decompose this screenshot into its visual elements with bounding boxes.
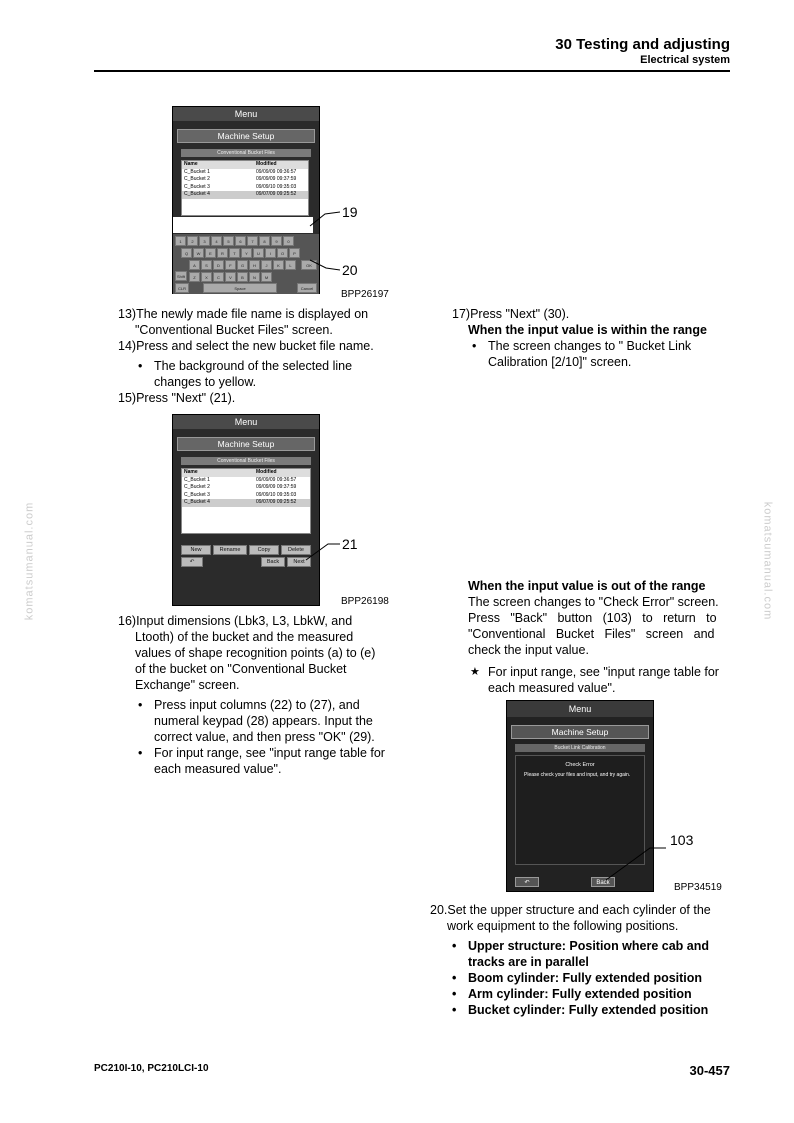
key-g[interactable]: G <box>237 260 248 270</box>
figure-1-id: BPP26197 <box>341 289 389 300</box>
cancel-key[interactable]: Cancel <box>297 283 317 293</box>
key-e[interactable]: E <box>205 248 216 258</box>
b1-l2: tracks are in parallel <box>468 955 589 969</box>
star-l1: ★ For input range, see "input range table for <box>488 665 719 679</box>
step-16-l5: Exchange" screen. <box>135 678 240 692</box>
table-row[interactable] <box>182 176 308 184</box>
key-m[interactable]: M <box>261 272 272 282</box>
machine-setup-bar: Machine Setup <box>177 129 315 143</box>
calibration-title: Bucket Link Calibration <box>515 744 645 752</box>
key-h[interactable]: H <box>249 260 260 270</box>
section-subtitle: Electrical system <box>640 54 730 66</box>
key-p[interactable]: P <box>289 248 300 258</box>
files-title: Conventional Bucket Files <box>181 457 311 465</box>
key-t[interactable]: T <box>229 248 240 258</box>
clear-key[interactable]: CLR <box>175 283 189 293</box>
next-button[interactable]: Next <box>287 557 311 567</box>
shift-key[interactable]: Shift <box>175 271 187 281</box>
row-name: C_Bucket 1 <box>184 476 210 483</box>
key-d[interactable]: D <box>213 260 224 270</box>
space-key[interactable]: Space <box>203 283 277 293</box>
row-name: C_Bucket 2 <box>184 176 210 182</box>
step-16-l1: 16)Input dimensions (Lbk3, L3, LbkW, and <box>118 614 353 628</box>
step-20 <box>430 902 732 1018</box>
step-13 <box>118 306 408 406</box>
callout-103: 103 <box>670 832 694 848</box>
b1-l1: • Upper structure: Position where cab and <box>468 939 710 953</box>
key-j[interactable]: J <box>261 260 272 270</box>
key-w[interactable]: W <box>193 248 204 258</box>
table-row[interactable] <box>182 477 310 485</box>
col-modified: Modified <box>256 469 277 475</box>
step-20-bullet-4: • Bucket cylinder: Fully extended position <box>448 1002 732 1018</box>
key-0[interactable]: 0 <box>283 236 294 246</box>
machine-setup-bar: Machine Setup <box>177 437 315 451</box>
delete-button[interactable]: Delete <box>281 545 311 555</box>
file-table <box>181 468 311 534</box>
key-v[interactable]: V <box>225 272 236 282</box>
copy-button[interactable]: Copy <box>249 545 279 555</box>
step-17 <box>452 306 732 370</box>
step-16-b1-l2: numeral keypad (28) appears. Input the <box>154 714 373 728</box>
step-20-bullet-2: • Boom cylinder: Fully extended position <box>448 970 732 986</box>
new-button[interactable]: New <box>181 545 211 555</box>
col-name: Name <box>184 469 198 475</box>
step-15: 15)Press "Next" (21). <box>118 391 236 405</box>
menu-title: Menu <box>507 701 653 717</box>
watermark-right: komatsumanual.com <box>761 501 774 621</box>
col-modified: Modified <box>256 161 277 167</box>
step-16-l4: of the bucket on "Conventional Bucket <box>135 662 347 676</box>
step-16-b2-l2: each measured value". <box>154 762 282 776</box>
key-7[interactable]: 7 <box>247 236 258 246</box>
ok-key[interactable]: OK <box>301 260 317 270</box>
menu-title: Menu <box>173 107 319 121</box>
step-16-b1-l3: correct value, and then press "OK" (29). <box>154 730 375 744</box>
out-l1: The screen changes to "Check Error" screen. <box>468 595 719 609</box>
key-c[interactable]: C <box>213 272 224 282</box>
callout-21: 21 <box>342 536 358 552</box>
figure-2-screen <box>172 414 320 606</box>
row-name: C_Bucket 3 <box>184 491 210 498</box>
menu-title: Menu <box>173 415 319 429</box>
file-table <box>181 160 309 216</box>
key-k[interactable]: K <box>273 260 284 270</box>
table-row-selected[interactable] <box>182 499 310 507</box>
key-n[interactable]: N <box>249 272 260 282</box>
step-14-bullet <box>134 358 408 390</box>
row-name: C_Bucket 4 <box>184 191 210 197</box>
row-name: C_Bucket 3 <box>184 183 210 190</box>
figure-1-screen <box>172 106 320 294</box>
step-16-bullet-1 <box>134 697 408 745</box>
key-2[interactable]: 2 <box>187 236 198 246</box>
row-name: C_Bucket 4 <box>184 499 210 505</box>
step-14-b1b: changes to yellow. <box>154 375 257 389</box>
out-l2: Press "Back" button (103) to return to <box>468 611 717 625</box>
callout-19: 19 <box>342 204 358 220</box>
table-row-selected[interactable] <box>182 191 308 199</box>
key-l[interactable]: L <box>285 260 296 270</box>
key-y[interactable]: Y <box>241 248 252 258</box>
row-modified: 09/09/09 09:36:57 <box>256 168 297 175</box>
out-l3: "Conventional Bucket Files" screen and <box>468 627 715 641</box>
star-l2: each measured value". <box>488 681 616 695</box>
rename-button[interactable]: Rename <box>213 545 247 555</box>
callout-20: 20 <box>342 262 358 278</box>
step-16-b1-l1: • Press input columns (22) to (27), and <box>154 698 360 712</box>
figure-3-leader <box>600 830 680 890</box>
table-row[interactable] <box>182 492 310 500</box>
watermark-left: komatsumanual.com <box>23 501 36 621</box>
within-range-title: When the input value is within the range <box>468 323 707 337</box>
machine-setup-bar: Machine Setup <box>511 725 649 739</box>
table-row[interactable] <box>182 184 308 192</box>
out-l4: check the input value. <box>468 643 589 657</box>
key-z[interactable]: Z <box>189 272 200 282</box>
col-name: Name <box>184 161 198 167</box>
row-modified: 09/09/10 09:35:03 <box>256 183 297 190</box>
key-1[interactable]: 1 <box>175 236 186 246</box>
star-note <box>468 664 732 696</box>
step-16-bullet-2 <box>134 745 408 777</box>
row-name: C_Bucket 1 <box>184 168 210 175</box>
row-modified: 09/07/09 09:25:52 <box>256 499 297 505</box>
back-button[interactable]: Back <box>261 557 285 567</box>
back-button[interactable]: Back <box>591 877 615 887</box>
key-8[interactable]: 8 <box>259 236 270 246</box>
key-b[interactable]: B <box>237 272 248 282</box>
return-button[interactable] <box>181 557 203 567</box>
table-header <box>182 469 310 477</box>
error-title: Check Error <box>565 762 595 768</box>
row-name: C_Bucket 2 <box>184 484 210 490</box>
step-20-bullet-1 <box>448 938 732 970</box>
within-range-bullet <box>468 338 732 370</box>
step-16-b2-l1: • For input range, see "input range table for <box>154 746 385 760</box>
section-title: 30 Testing and adjusting <box>555 36 730 53</box>
key-9[interactable]: 9 <box>271 236 282 246</box>
row-modified: 09/07/09 09:25:52 <box>256 191 297 197</box>
page-number: 30-457 <box>689 1063 730 1078</box>
step-16-l3: values of shape recognition points (a) to (e) <box>135 646 376 660</box>
key-o[interactable]: O <box>277 248 288 258</box>
table-row[interactable] <box>182 484 310 492</box>
key-x[interactable]: X <box>201 272 212 282</box>
key-r[interactable]: R <box>217 248 228 258</box>
files-title: Conventional Bucket Files <box>181 149 311 157</box>
key-a[interactable]: A <box>189 260 200 270</box>
return-icon: ↶ <box>524 880 530 886</box>
step-14-b1: • The background of the selected line <box>154 359 353 373</box>
key-u[interactable]: U <box>253 248 264 258</box>
header-rule <box>94 70 730 72</box>
key-4[interactable]: 4 <box>211 236 222 246</box>
row-modified: 09/09/09 09:36:57 <box>256 476 297 483</box>
step-17-l1: 17)Press "Next" (30). <box>452 307 570 321</box>
row-modified: 09/09/10 09:35:03 <box>256 491 297 498</box>
step-20-l1: 20.Set the upper structure and each cylinder of the <box>430 903 711 917</box>
footer-model: PC210I-10, PC210LCI-10 <box>94 1063 209 1074</box>
step-20-bullet-3: • Arm cylinder: Fully extended position <box>448 986 732 1002</box>
key-i[interactable]: I <box>265 248 276 258</box>
out-of-range <box>468 578 732 696</box>
figure-2-id: BPP26198 <box>341 596 389 607</box>
step-16 <box>118 613 408 777</box>
step-13-l1: 13)The newly made file name is displayed on <box>118 307 369 321</box>
keyboard <box>173 234 319 294</box>
within-b1-l1: • The screen changes to " Bucket Link <box>488 339 692 353</box>
row-modified: 09/09/09 09:37:59 <box>256 176 297 182</box>
step-14: 14)Press and select the new bucket file name. <box>118 339 374 353</box>
table-row[interactable] <box>182 169 308 177</box>
key-3[interactable]: 3 <box>199 236 210 246</box>
key-q[interactable]: Q <box>181 248 192 258</box>
table-header <box>182 161 308 169</box>
key-f[interactable]: F <box>225 260 236 270</box>
return-button[interactable] <box>515 877 539 887</box>
row-modified: 09/09/09 09:37:59 <box>256 484 297 490</box>
within-b1-l2: Calibration [2/10]" screen. <box>488 355 632 369</box>
key-s[interactable]: S <box>201 260 212 270</box>
error-message: Please check your files and input, and try again. <box>524 772 631 778</box>
input-field[interactable] <box>173 217 313 233</box>
step-16-l2: Ltooth) of the bucket and the measured <box>135 630 354 644</box>
step-20-l2: work equipment to the following positions. <box>447 919 679 933</box>
return-icon: ↶ <box>189 559 195 565</box>
key-6[interactable]: 6 <box>235 236 246 246</box>
figure-3-id: BPP34519 <box>674 882 722 893</box>
key-5[interactable]: 5 <box>223 236 234 246</box>
step-13-l2: "Conventional Bucket Files" screen. <box>135 323 333 337</box>
out-of-range-title: When the input value is out of the range <box>468 579 706 593</box>
